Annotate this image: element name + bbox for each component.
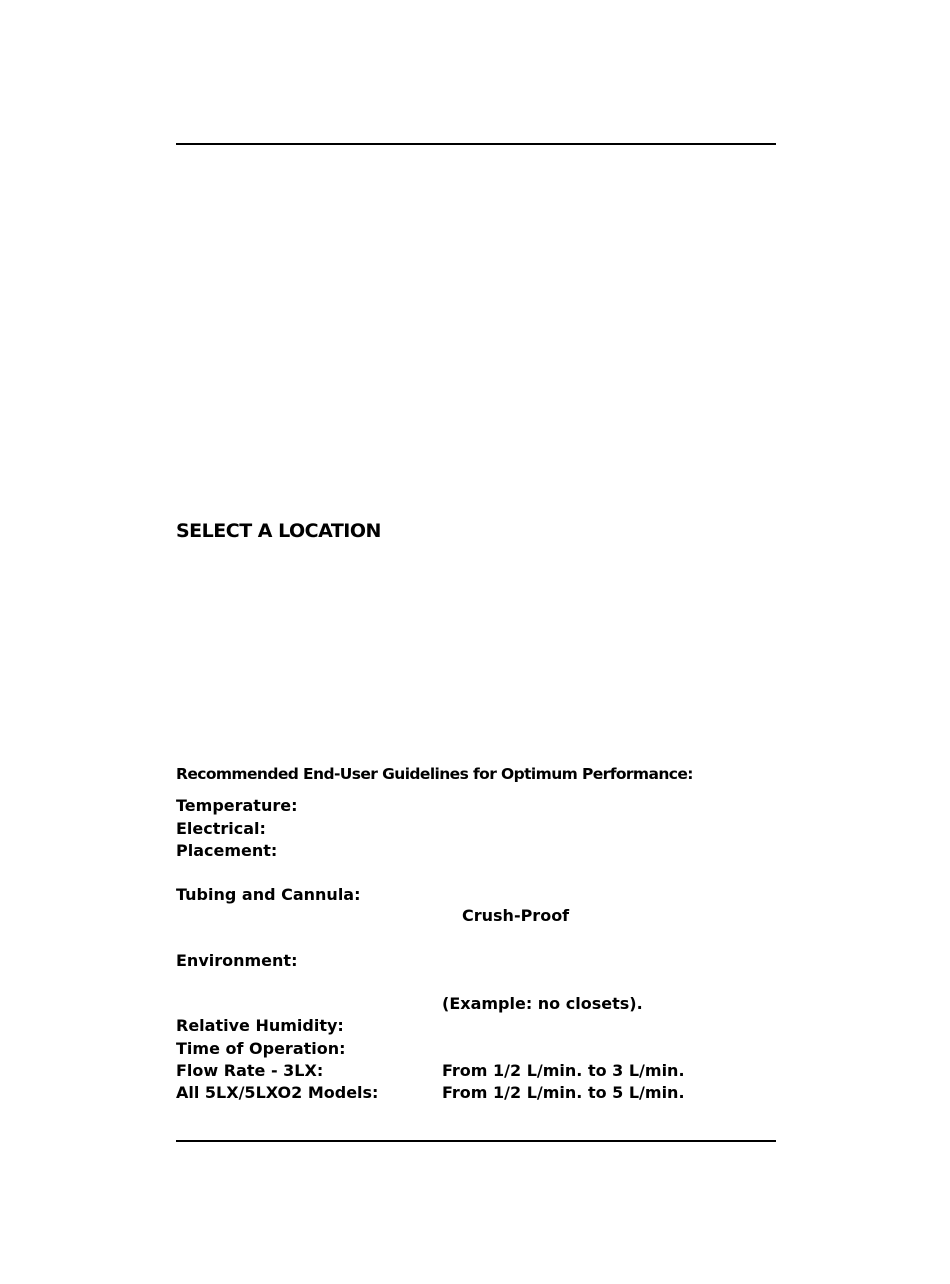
models-5lx-value: From 1/2 L/min. to 5 L/min. xyxy=(442,1083,685,1102)
electrical-label: Electrical: xyxy=(176,819,266,838)
flow-rate-3lx-label: Flow Rate - 3LX: xyxy=(176,1061,324,1080)
tubing-cannula-label: Tubing and Cannula: xyxy=(176,885,361,904)
environment-label: Environment: xyxy=(176,951,298,970)
guidelines-title: Recommended End-User Guidelines for Optimum Performance: xyxy=(176,765,693,783)
section-heading: SELECT A LOCATION xyxy=(176,520,381,542)
relative-humidity-label: Relative Humidity: xyxy=(176,1016,344,1035)
environment-example-text: (Example: no closets). xyxy=(442,994,643,1013)
placement-label: Placement: xyxy=(176,841,278,860)
top-divider xyxy=(176,143,776,145)
temperature-label: Temperature: xyxy=(176,796,298,815)
models-5lx-label: All 5LX/5LXO2 Models: xyxy=(176,1083,379,1102)
bottom-divider xyxy=(176,1140,776,1142)
time-of-operation-label: Time of Operation: xyxy=(176,1039,346,1058)
crush-proof-text: Crush-Proof xyxy=(462,906,570,925)
flow-rate-3lx-value: From 1/2 L/min. to 3 L/min. xyxy=(442,1061,685,1080)
